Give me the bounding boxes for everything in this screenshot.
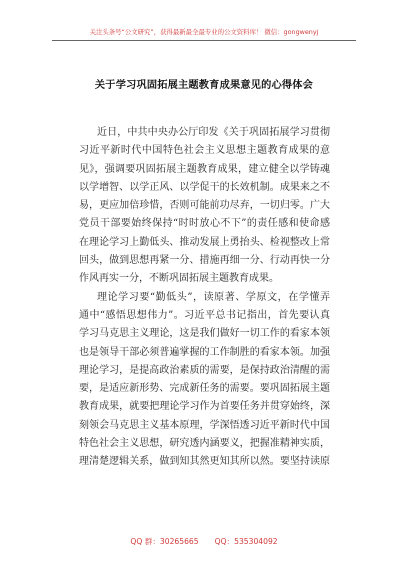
body-line: 见》，强调要巩固拓展主题教育成果，建立健全以学铸魂 — [79, 163, 330, 175]
body-line: 理论学习，是提高政治素质的需要，是保持政治清醒的需 — [79, 364, 330, 376]
body-line: 理清楚逻辑关系，做到知其然更知其所以然。要坚持读原 — [79, 456, 330, 468]
document-title: 关于学习巩固拓展主题教育成果意见的心得体会 — [94, 79, 314, 91]
body-line: 刻领会马克思主义基本原理，学深悟透习近平新时代中国 — [79, 419, 330, 431]
body-line: 作风再实一分，不断巩固拓展主题教育成果。 — [79, 273, 279, 285]
body-line: 学习马克思主义理论，这是我们做好一切工作的看家本领 — [79, 328, 330, 340]
body-line: 党员干部要始终保持“时时放心不下”的责任感和使命感 — [79, 218, 330, 230]
body-line: 也是领导干部必须普遍掌握的工作制胜的看家本领。加强 — [79, 346, 330, 358]
body-line: 习近平新时代中国特色社会主义思想主题教育成果的意 — [79, 145, 330, 157]
body-line: 要，是适应新形势、完成新任务的需要。要巩固拓展主题 — [79, 383, 330, 395]
document-body — [79, 124, 330, 472]
body-line: 近日，中共中央办公厅印发《关于巩固拓展学习贯彻 — [97, 127, 330, 138]
body-line: 理论学习要“勤低头”，读原著、学原文，在学懂弄 — [97, 291, 330, 303]
body-line: 通中“感悟思想伟力”。习近平总书记指出，首先要认真 — [79, 309, 330, 321]
body-line: 易，更应加倍珍惜，否则可能前功尽弃，一切归零。广大 — [79, 200, 330, 212]
footer-qq-group: QQ 群：30265665 — [130, 537, 199, 546]
body-line: 在理论学习上勤低头、推动发展上勇抬头、检视整改上常 — [79, 236, 330, 248]
footer-qq-number: QQ：535304092 — [214, 537, 278, 546]
footer-contact — [0, 536, 408, 547]
body-line: 以学增智、以学正风、以学促干的长效机制。成果来之不 — [79, 181, 330, 193]
header-divider — [52, 40, 356, 41]
header-banner: 关注头条号“公文研究”，获得最新最全最专业的公文资料库！ 微信：gongwenyj — [89, 28, 319, 36]
body-line: 教育成果，就要把理论学习作为首要任务并贯穿始终，深 — [79, 401, 330, 413]
body-line: 特色社会主义思想，研究透内涵要义，把握准精神实质， — [79, 438, 330, 450]
body-line: 回头，做到思想再紧一分、措施再细一分、行动再快一分 — [79, 255, 330, 267]
